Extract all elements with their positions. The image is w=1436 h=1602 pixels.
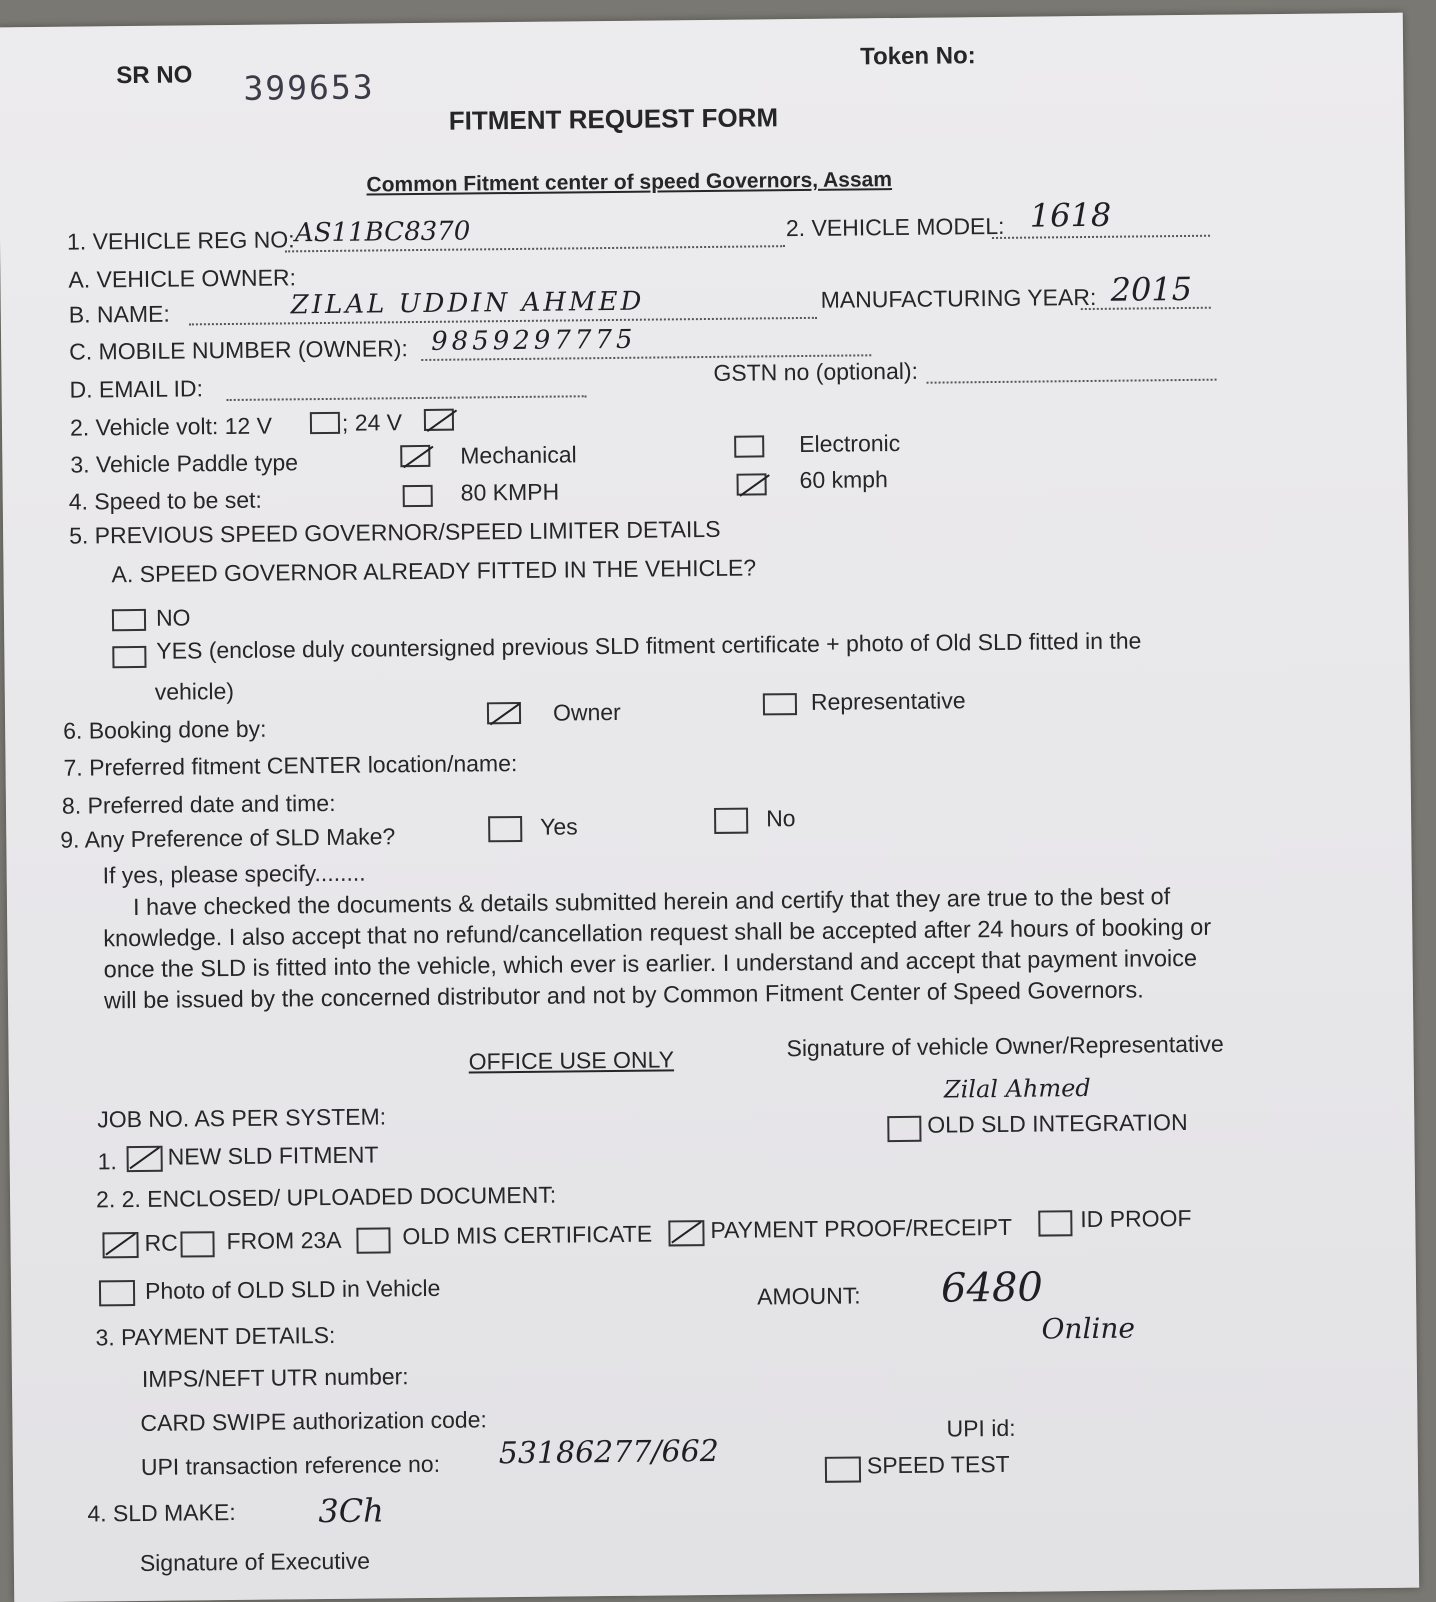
- mfg-value: 2015: [1110, 269, 1193, 309]
- model-line: [992, 235, 1210, 239]
- prev-no-checkbox[interactable]: [112, 609, 146, 631]
- old-sld-checkbox[interactable]: [887, 1116, 921, 1142]
- prev-governor-label: 5. PREVIOUS SPEED GOVERNOR/SPEED LIMITER DETAILS: [68, 515, 721, 549]
- doc-23a-checkbox[interactable]: [180, 1231, 214, 1257]
- speed-60-checkbox[interactable]: [737, 473, 767, 495]
- doc-mis-checkbox[interactable]: [356, 1227, 390, 1253]
- make-yes-label: Yes: [540, 813, 578, 840]
- paddle-label: 3. Vehicle Paddle type: [70, 449, 299, 478]
- paddle-mechanical-label: Mechanical: [460, 441, 577, 469]
- speed-label: 4. Speed to be set:: [68, 486, 262, 515]
- name-label: B. NAME:: [68, 300, 170, 328]
- paddle-electronic-label: Electronic: [799, 429, 901, 458]
- doc-rc-checkbox[interactable]: [102, 1232, 138, 1258]
- booking-owner-label: Owner: [552, 698, 621, 726]
- declaration: [103, 880, 1274, 1016]
- prev-no-label: NO: [155, 604, 191, 631]
- make-no-checkbox[interactable]: [714, 808, 748, 834]
- owner-label: A. VEHICLE OWNER:: [68, 264, 297, 293]
- booking-owner-checkbox[interactable]: [487, 702, 521, 724]
- model-value: 1618: [1029, 195, 1112, 235]
- new-sld-checkbox[interactable]: [127, 1146, 163, 1172]
- new-sld-label: NEW SLD FITMENT: [167, 1141, 379, 1170]
- doc-id-label: ID PROOF: [1080, 1204, 1192, 1233]
- owner-signature: Zilal Ahmed: [943, 1074, 1091, 1104]
- make-no-label: No: [765, 805, 796, 832]
- upi-ref-label: UPI transaction reference no:: [140, 1450, 441, 1480]
- email-line: [227, 395, 587, 401]
- center-label: 7. Preferred fitment CENTER location/name:: [63, 750, 518, 781]
- make-yes-checkbox[interactable]: [488, 816, 522, 842]
- amount-label: AMOUNT:: [756, 1282, 861, 1310]
- specify-label: If yes, please specify........: [102, 859, 366, 889]
- doc-23a-label: FROM 23A: [226, 1226, 342, 1255]
- gstn-label: GSTN no (optional):: [713, 357, 919, 386]
- upi-id-label: UPI id:: [946, 1414, 1016, 1442]
- speed-60-label: 60 kmph: [799, 466, 888, 494]
- model-label: 2. VEHICLE MODEL:: [785, 212, 1005, 242]
- name-value: ZILAL UDDIN AHMED: [290, 286, 645, 321]
- booking-rep-checkbox[interactable]: [763, 693, 797, 715]
- payment-mode-value: Online: [1041, 1311, 1136, 1346]
- sr-number: 399653: [243, 67, 375, 108]
- imps-label: IMPS/NEFT UTR number:: [141, 1363, 409, 1392]
- date-label: 8. Preferred date and time:: [61, 789, 336, 819]
- payment-details-label: 3. PAYMENT DETAILS:: [95, 1321, 336, 1351]
- doc-payment-label: PAYMENT PROOF/RECEIPT: [710, 1213, 1013, 1244]
- booking-label: 6. Booking done by:: [63, 715, 267, 744]
- sld-make-label: 4. SLD MAKE:: [87, 1498, 236, 1527]
- owner-signature-label: Signature of vehicle Owner/Representative: [786, 1030, 1224, 1062]
- executive-signature-label: Signature of Executive: [139, 1547, 371, 1576]
- speed-80-label: 80 KMPH: [460, 478, 560, 506]
- docs-label: 2. 2. ENCLOSED/ UPLOADED DOCUMENT:: [95, 1181, 557, 1213]
- speed-80-checkbox[interactable]: [403, 485, 433, 507]
- job-no-label: JOB NO. AS PER SYSTEM:: [97, 1103, 387, 1133]
- prev-yes-checkbox[interactable]: [112, 646, 146, 668]
- token-label: Token No:: [860, 42, 976, 71]
- mfg-label: MANUFACTURING YEAR:: [820, 283, 1097, 313]
- office-use-heading: OFFICE USE ONLY: [468, 1046, 675, 1075]
- volt-12-checkbox[interactable]: [310, 412, 340, 434]
- declaration-line-2: knowledge. I also accept that no refund/cancellation request shall be accepted after 24 hours of booking or: [103, 913, 1212, 952]
- mobile-label: C. MOBILE NUMBER (OWNER):: [69, 335, 408, 365]
- declaration-line-1: I have checked the documents & details submitted herein and certify that they are true to the best of: [132, 883, 1171, 921]
- gstn-line: [927, 379, 1217, 384]
- volt-label: 2. Vehicle volt: 12 V: [69, 412, 273, 441]
- sld-make-value: 3Ch: [318, 1491, 384, 1531]
- doc-photo-checkbox[interactable]: [99, 1280, 135, 1306]
- prev-yes-label-cont: vehicle): [154, 677, 235, 705]
- sr-label: SR NO: [116, 61, 193, 90]
- declaration-line-3: once the SLD is fitted into the vehicle, which ever is earlier. I understand and accept that payment invoice: [103, 944, 1198, 983]
- booking-rep-label: Representative: [810, 687, 966, 715]
- doc-id-checkbox[interactable]: [1038, 1210, 1072, 1236]
- page-title: FITMENT REQUEST FORM: [448, 102, 779, 136]
- new-sld-number: 1.: [97, 1148, 117, 1175]
- make-pref-label: 9. Any Preference of SLD Make?: [60, 823, 396, 853]
- prev-governor-question: A. SPEED GOVERNOR ALREADY FITTED IN THE VEHICLE?: [111, 554, 757, 588]
- reg-value: AS11BC8370: [294, 216, 471, 249]
- upi-ref-value: 53186277/662: [498, 1433, 720, 1472]
- doc-payment-checkbox[interactable]: [668, 1220, 704, 1246]
- doc-photo-label: Photo of OLD SLD in Vehicle: [144, 1274, 441, 1304]
- card-swipe-label: CARD SWIPE authorization code:: [140, 1406, 487, 1436]
- speed-test-label: SPEED TEST: [866, 1450, 1010, 1479]
- old-sld-label: OLD SLD INTEGRATION: [927, 1109, 1188, 1138]
- mobile-value: 9859297775: [430, 324, 637, 357]
- declaration-line-4: will be issued by the concerned distributor and not by Common Fitment Center of Speed Governors.: [103, 976, 1144, 1014]
- reg-label: 1. VEHICLE REG NO:: [66, 226, 295, 255]
- volt-24-checkbox[interactable]: [424, 409, 454, 431]
- doc-mis-label: OLD MIS CERTIFICATE: [402, 1220, 653, 1250]
- email-label: D. EMAIL ID:: [69, 375, 204, 403]
- prev-yes-label: YES (enclose duly countersigned previous SLD fitment certificate + photo of Old SLD fitted in the: [156, 627, 1142, 664]
- paddle-mechanical-checkbox[interactable]: [400, 445, 430, 467]
- speed-test-checkbox[interactable]: [825, 1456, 861, 1482]
- doc-rc-label: RC: [144, 1229, 178, 1256]
- amount-value: 6480: [940, 1264, 1044, 1312]
- volt-24-label: ; 24 V: [341, 409, 403, 436]
- paddle-electronic-checkbox[interactable]: [734, 435, 764, 457]
- form-subtitle: Common Fitment center of speed Governors, Assam: [366, 168, 893, 197]
- form-sheet: [0, 13, 1419, 1602]
